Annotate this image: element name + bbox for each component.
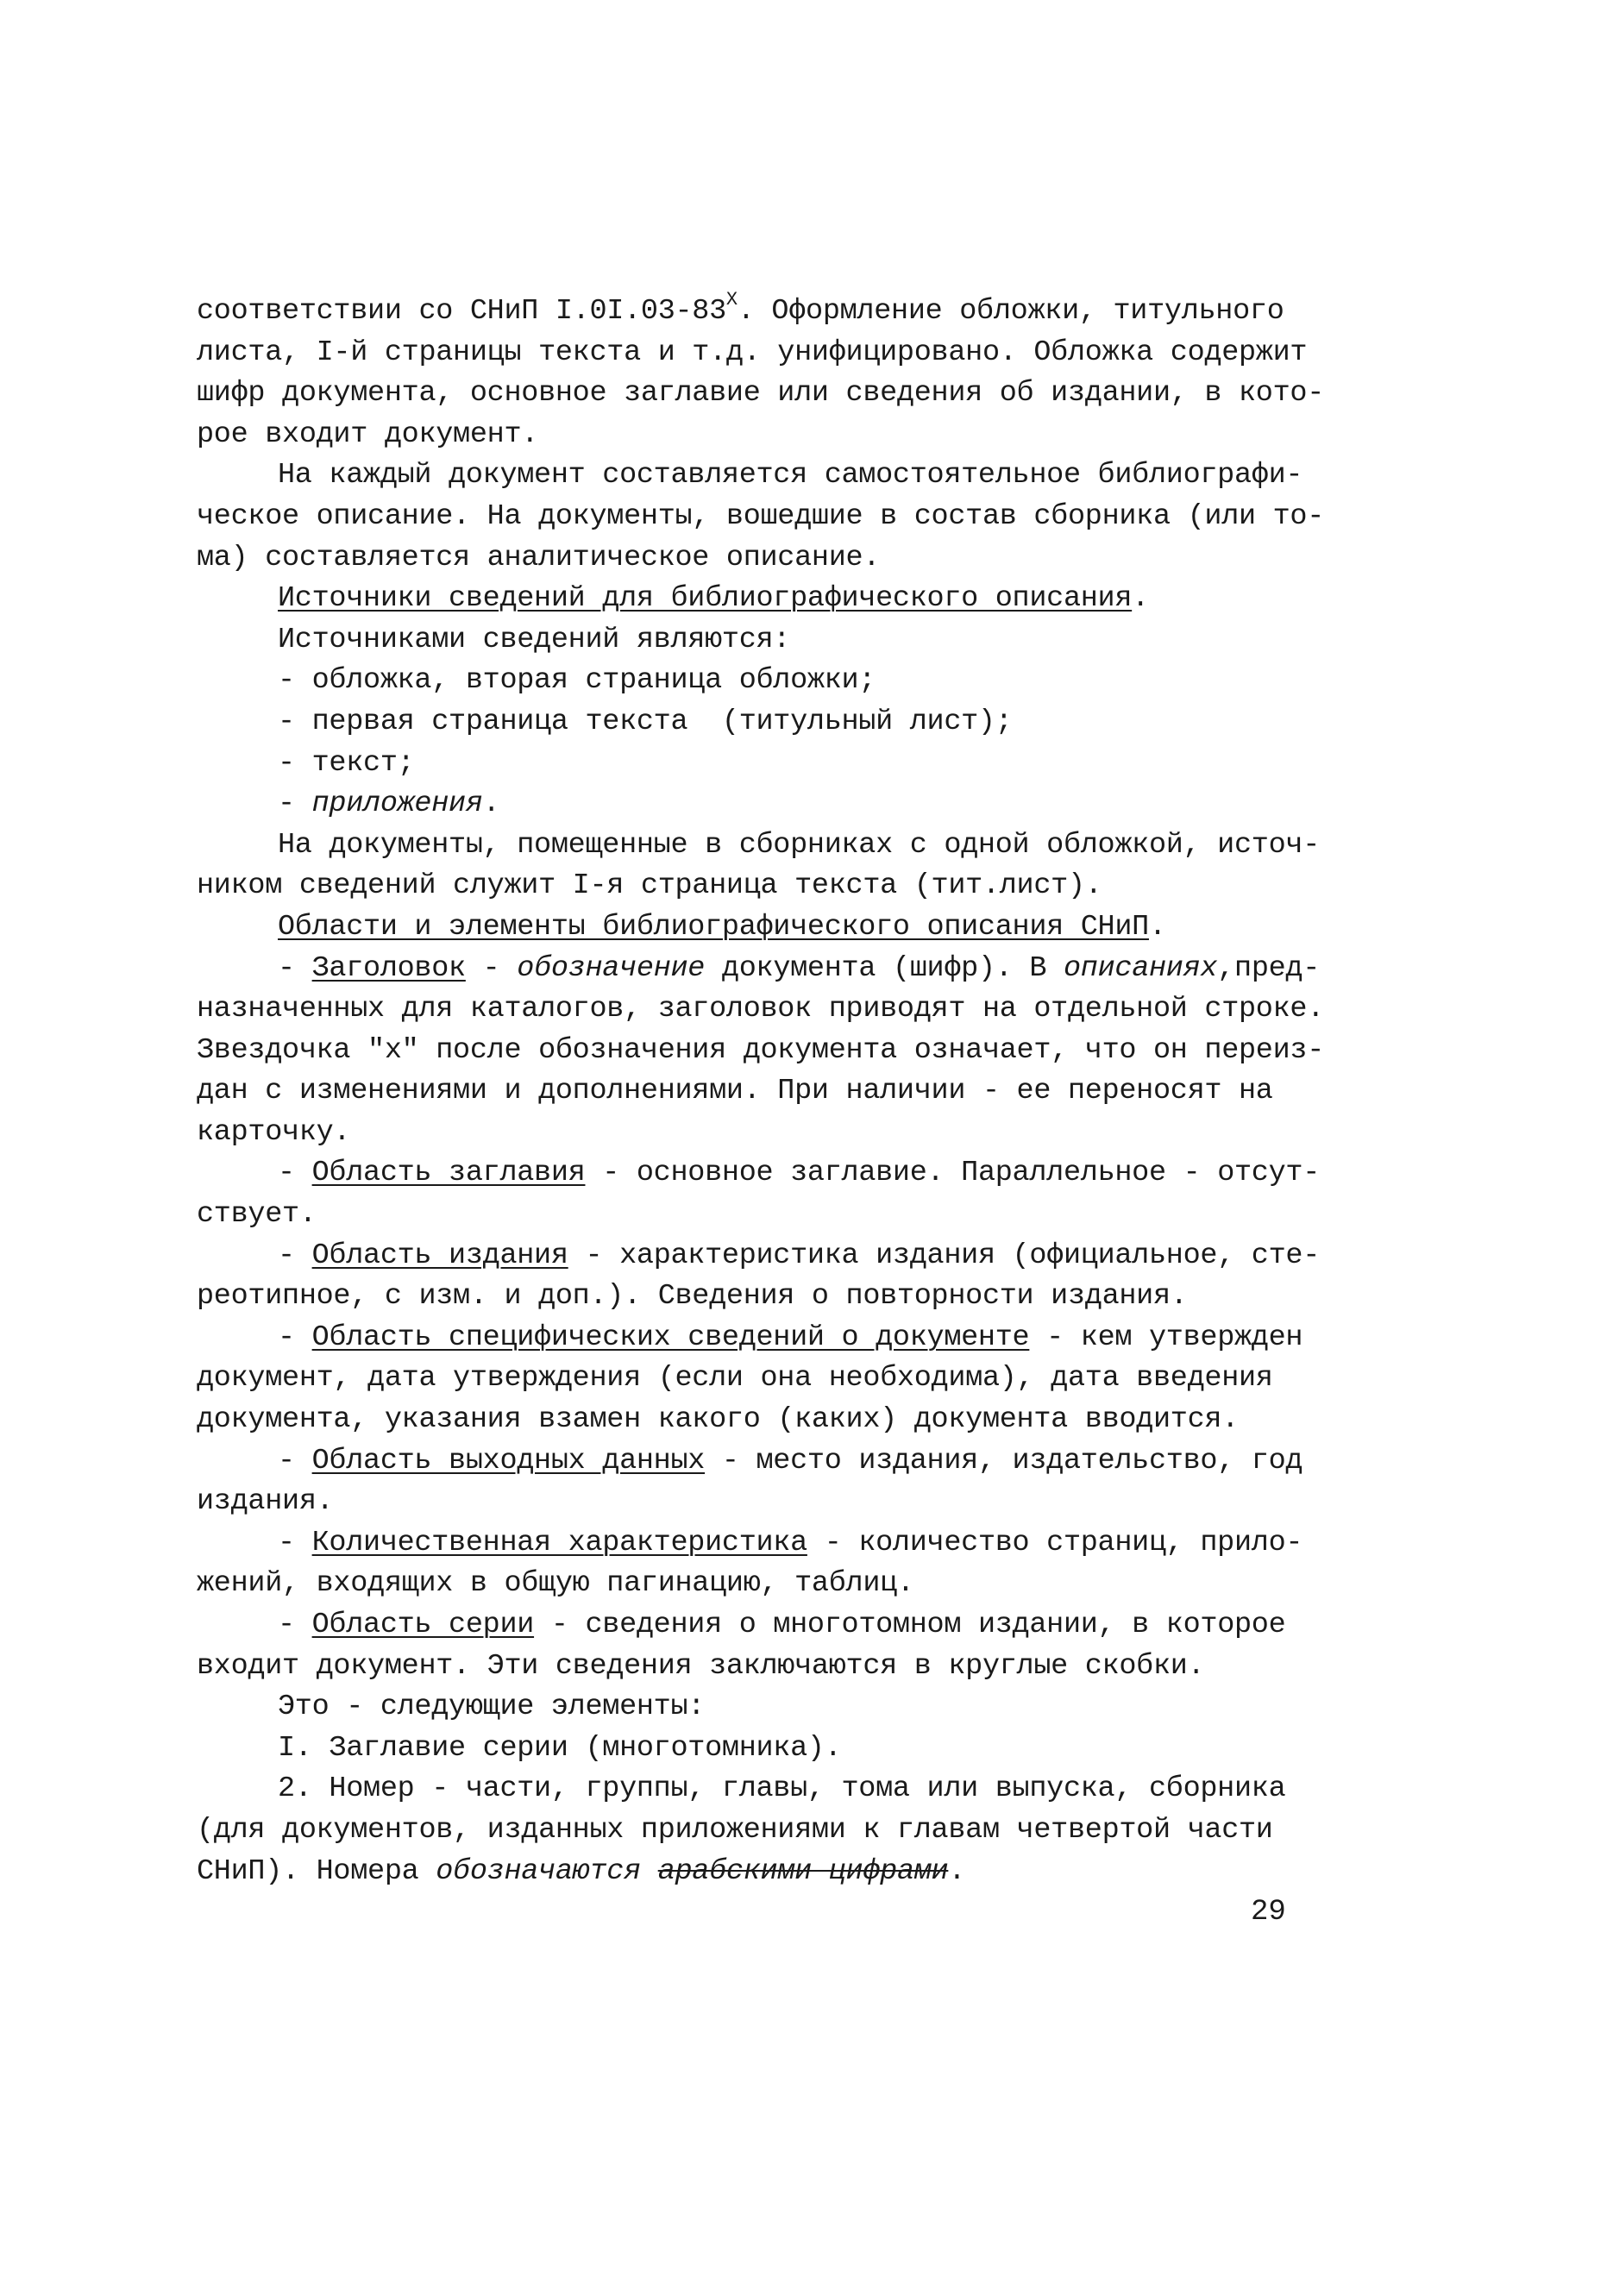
- text-line: ствует.: [197, 1198, 317, 1232]
- text-line: (для документов, изданных приложениями к главам четвертой части: [197, 1813, 1273, 1847]
- list-item: - приложения.: [278, 787, 500, 821]
- list-item: - текст;: [278, 746, 415, 780]
- text-line: листа, I-й страницы текста и т.д. унифицировано. Обложка содержит: [197, 336, 1308, 369]
- text-line: рое входит документ.: [197, 417, 539, 451]
- superscript-mark: X: [725, 288, 738, 311]
- text-line: назначенных для каталогов, заголовок приводят на отдельной строке.: [197, 993, 1325, 1026]
- text-line: соответствии со СНиП $I.0I.03-83^X$. Оформление обложки, титульного: [197, 288, 1284, 328]
- paragraph-start: - Область специфических сведений о документе - кем утвержден: [278, 1321, 1303, 1354]
- text-line: входит документ. Эти сведения заключаются в круглые скобки.: [197, 1649, 1205, 1683]
- paragraph-start: Это - следующие элементы:: [278, 1691, 706, 1724]
- paragraph-start: На каждый документ составляется самостоятельное библиографи-: [278, 459, 1303, 492]
- section-heading-areas: Области и элементы библиографического описания СНиП.: [278, 910, 1166, 944]
- paragraph-start: - Область заглавия - основное заглавие. Параллельное - отсут-: [278, 1157, 1321, 1190]
- text-line: документа, указания взамен какого (каких) документа вводится.: [197, 1403, 1240, 1437]
- paragraph-start: - Область выходных данных - место издания, издательство, год: [278, 1444, 1303, 1477]
- text-line: карточку.: [197, 1115, 351, 1149]
- text-line: ником сведений служит I-я страница текста (тит.лист).: [197, 869, 1102, 903]
- text-line: реотипное, с изм. и доп.). Сведения о повторности издания.: [197, 1280, 1188, 1314]
- paragraph-start: На документы, помещенные в сборниках с одной обложкой, источ-: [278, 828, 1321, 862]
- text-line: СНиП). Номера обозначаются арабскими цифрами.: [197, 1854, 966, 1888]
- list-item: I. Заглавие серии (многотомника).: [278, 1731, 842, 1765]
- paragraph-start: - Заголовок - обозначение документа (шифр). В описаниях,пред-: [278, 951, 1321, 985]
- list-item: - обложка, вторая страница обложки;: [278, 664, 876, 698]
- page-number: 29: [1251, 1896, 1286, 1929]
- text-line: ческое описание. На документы, вошедшие в состав сборника (или то-: [197, 499, 1325, 533]
- list-item: - первая страница текста (титульный лист);: [278, 705, 1013, 738]
- text-line: Звездочка "х" после обозначения документа означает, что он переиз-: [197, 1033, 1325, 1067]
- text-line: ма) составляется аналитическое описание.: [197, 541, 881, 574]
- list-item: 2. Номер - части, группы, главы, тома или выпуска, сборника: [278, 1772, 1286, 1806]
- paragraph-start: - Область издания - характеристика издания (официальное, сте-: [278, 1239, 1321, 1272]
- section-heading-sources: Источники сведений для библиографического описания.: [278, 582, 1149, 616]
- paragraph-start: - Количественная характеристика - количество страниц, прило-: [278, 1526, 1303, 1559]
- text-line: документ, дата утверждения (если она необходима), дата введения: [197, 1362, 1273, 1396]
- text-line: дан с изменениями и дополнениями. При наличии - ее переносят на: [197, 1075, 1273, 1108]
- text-line: жений, входящих в общую пагинацию, таблиц.: [197, 1567, 914, 1601]
- text-line: Источниками сведений являются:: [278, 623, 791, 656]
- body-text: [197, 288, 1325, 1892]
- text-line: издания.: [197, 1485, 334, 1519]
- paragraph-start: - Область серии - сведения о многотомном издании, в которое: [278, 1609, 1286, 1641]
- text-line: шифр документа, основное заглавие или сведения об издании, в кото-: [197, 377, 1325, 411]
